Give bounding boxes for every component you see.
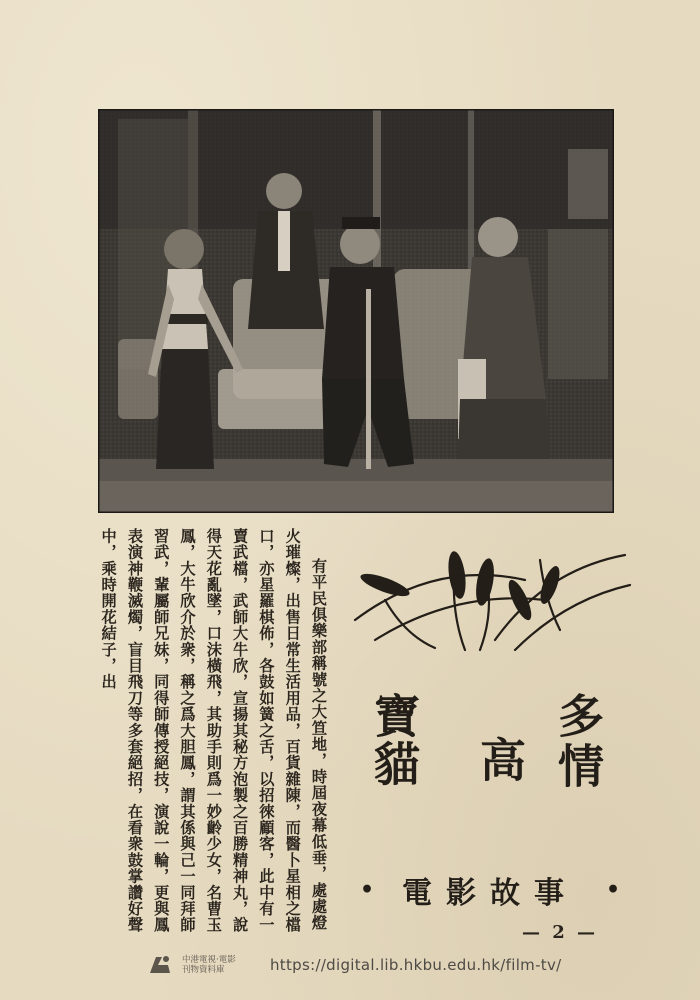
subtitle-dot-right: •: [605, 877, 620, 903]
archive-footer: [148, 950, 562, 980]
archive-url: https://digital.lib.hkbu.edu.hk/film-tv/: [270, 956, 562, 974]
film-still-photo: [98, 109, 614, 513]
page-number: — 2 —: [521, 922, 599, 943]
title-column-3: 寶貓: [367, 692, 421, 788]
subtitle-text: 電影故事: [402, 876, 578, 911]
archive-name: [182, 955, 262, 975]
subtitle-dot-left: •: [360, 877, 375, 903]
story-paragraph: 有平民俱樂部稱號之大笪地，時屆夜幕低垂，處處燈火璀燦，出售日常生活用品，百貨雜陳，而醫卜星相之檔口，亦星羅棋佈，各鼓如簧之舌，以招徠顧客，此中有一賣武檔，武師大牛欣，宣揚其秘方泡製之百勝精神丸，說得天花亂墜，口沫橫飛，其助手則爲一妙齡少女，名曹玉鳳，大牛欣介於衆，稱之爲大胆鳳，謂其係與己一同拜師習武，輩屬師兄妹，同得師傳授絕技，演說一輪，更與鳳表演神鞭滅燭，盲目飛刀等多套絕招，在看衆鼓掌讚好聲中，乘時開花結子，出: [99, 528, 328, 933]
subtitle: [360, 866, 620, 914]
archive-name-line1: 中港電視·電影: [182, 955, 236, 965]
story-body-text: [62, 528, 332, 938]
archive-name-line2: 刊物資料庫: [182, 965, 225, 975]
title-column-1: 多情: [551, 692, 605, 792]
title-column-2: 高: [473, 736, 527, 788]
archive-logo-icon: [148, 953, 174, 977]
wheat-illustration: [345, 540, 635, 660]
